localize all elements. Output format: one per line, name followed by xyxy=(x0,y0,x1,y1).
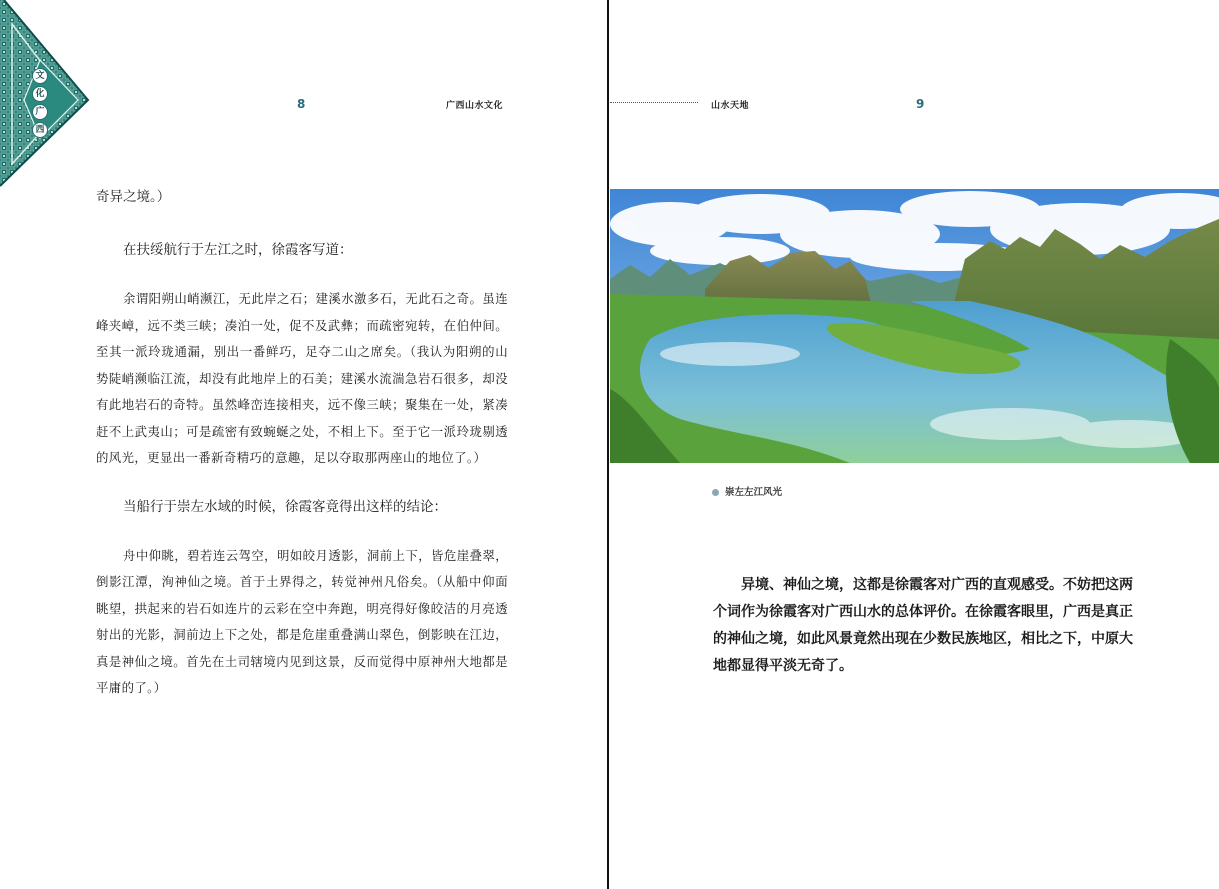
quote-paragraph: 余谓阳朔山峭濒江，无此岸之石；建溪水激多石，无此石之奇。虽连峰夹嶂，远不类三峡；凑泊一处，促不及武彝；而疏密宛转，在伯仲间。至其一派玲珑通漏，别出一番鲜巧，足夺二山之席矣。（我认为阳朔的山势陡峭濒临江流，却没有此地岸上的石美；建溪水流湍急岩石很多，却没有此地岩石的奇特。虽然峰峦连接相夹，远不像三峡；聚集在一处，紧凑赶不上武夷山；可是疏密有致蜿蜒之处，不相上下。至于它一派玲珑剔透的风光，更显出一番新奇精巧的意趣，足以夺取那两座山的地位了。） xyxy=(96,291,508,465)
left-page xyxy=(0,0,608,889)
right-body-text xyxy=(713,572,1133,680)
corner-char: 文 xyxy=(32,68,48,84)
left-body-text xyxy=(96,182,508,702)
corner-char: 广 xyxy=(32,104,48,120)
right-page xyxy=(610,0,1219,889)
photo-caption xyxy=(712,484,782,498)
paragraph: 奇异之境。） xyxy=(96,189,171,205)
corner-char: 西 xyxy=(32,122,48,138)
page-number: 8 xyxy=(297,97,306,111)
gutter-line xyxy=(607,0,609,889)
paragraph: 在扶绥航行于左江之时，徐霞客写道： xyxy=(123,242,353,258)
corner-label xyxy=(32,68,50,140)
paragraph: 当船行于崇左水域的时候，徐霞客竟得出这样的结论： xyxy=(123,498,447,515)
corner-char: 化 xyxy=(32,86,48,102)
running-head: 山水天地 xyxy=(711,101,750,111)
caption-text: 崇左左江风光 xyxy=(725,487,783,498)
quote-paragraph: 舟中仰眺，碧若连云驾空，明如皎月透影，洞前上下，皆危崖叠翠，倒影江潭，洵神仙之境。首于土界得之，转觉神州凡俗矣。（从船中仰面眺望，拱起来的岩石如连片的云彩在空中奔跑，明亮得好像皎洁的月亮透射出的光影，洞前边上下之处，都是危崖重叠满山翠色，倒影映在江边，真是神仙之境。首先在土司辖境内见到这景，反而觉得中原神州大地都是平庸的了。） xyxy=(96,547,508,695)
page-number: 9 xyxy=(916,97,925,111)
landscape-photo xyxy=(610,189,1219,463)
running-head: 广西山水文化 xyxy=(446,101,504,111)
dotted-rule xyxy=(610,102,698,103)
bullet-dot-icon xyxy=(712,489,719,496)
paragraph: 异境、神仙之境，这都是徐霞客对广西的直观感受。不妨把这两个词作为徐霞客对广西山水的总体评价。在徐霞客眼里，广西是真正的神仙之境，如此风景竟然出现在少数民族地区，相比之下，中原大地都显得平淡无奇了。 xyxy=(713,577,1133,674)
